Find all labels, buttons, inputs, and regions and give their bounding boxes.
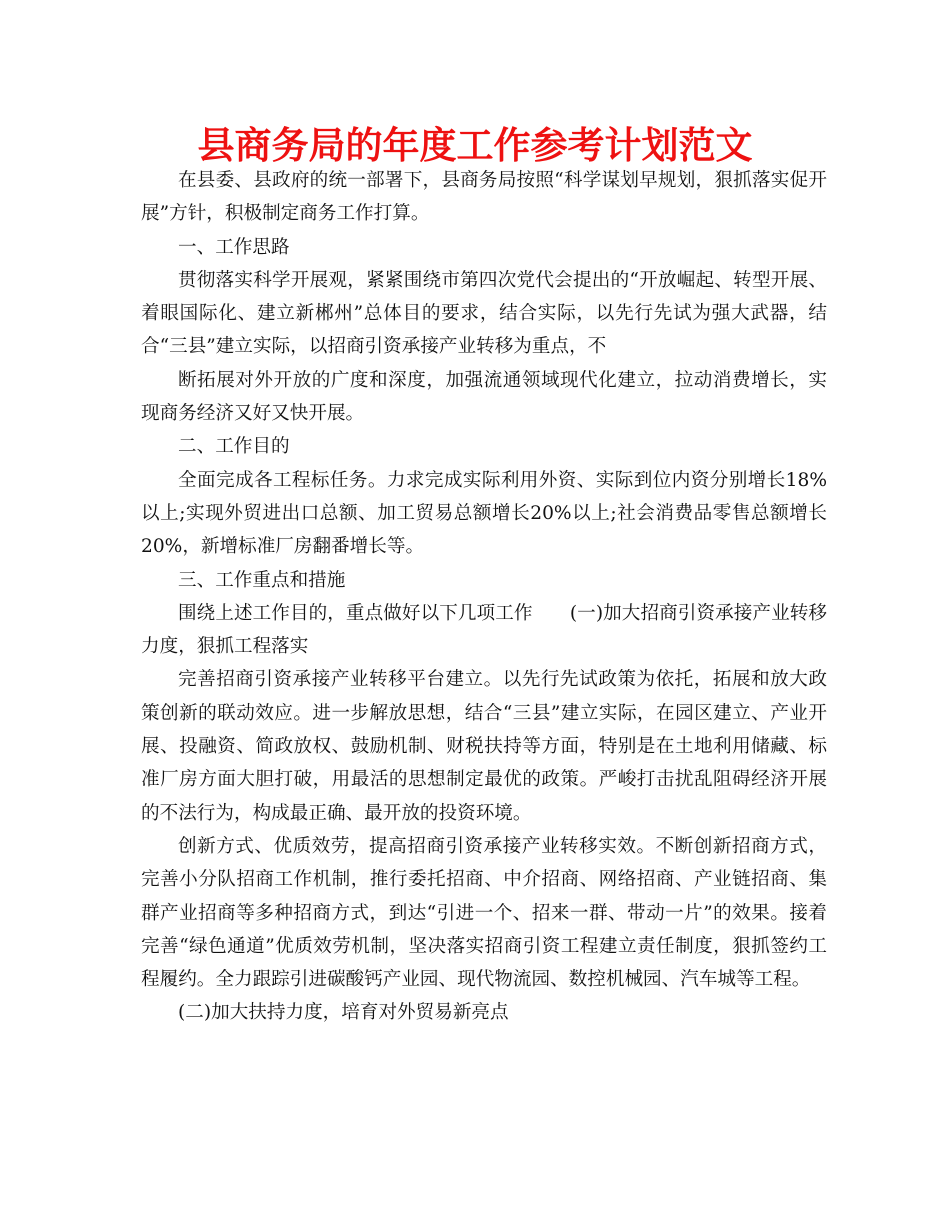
innovation-service-paragraph: 创新方式、优质效劳，提高招商引资承接产业转移实效。不断创新招商方式，完善小分队招商工作机制，推行委托招商、中介招商、网络招商、产业链招商、集群产业招商等多种招商方式，到达“引进一个、招来一群、带动一片”的效果。接着完善“绿色通道”优质效劳机制，坚决落实招商引资工程建立责任制度，狠抓签约工程履约。全力跟踪引进碳酸钙产业园、现代物流园、数控机械园、汽车城等工程。 — [141, 835, 827, 991]
work-ideas-paragraph: 贯彻落实科学开展观，紧紧围绕市第四次党代会提出的“开放崛起、转型开展、着眼国际化、建立新郴州”总体目的要求，结合实际，以先行先试为强大武器，结合“三县”建立实际，以招商引资承接产业转移为重点，不 — [141, 269, 827, 358]
work-goals-paragraph: 全面完成各工程标任务。力求完成实际利用外资、实际到位内资分别增长18%以上;实现外贸进出口总额、加工贸易总额增长20%以上;社会消费品零售总额增长20%，新增标准厂房翻番增长等。 — [141, 469, 827, 558]
work-ideas-continued-paragraph: 断拓展对外开放的广度和深度，加强流通领域现代化建立，拉动消费增长，实现商务经济又好又快开展。 — [141, 369, 827, 425]
document-body — [141, 164, 827, 1030]
key-measures-intro-paragraph: 围绕上述工作目的，重点做好以下几项工作 (一)加大招商引资承接产业转移力度，狠抓工程落实 — [141, 602, 827, 658]
section-heading-work-goals: 二、工作目的 — [178, 436, 290, 458]
section-heading-work-ideas: 一、工作思路 — [178, 236, 290, 258]
subsection-heading-foreign-trade: (二)加大扶持力度，培育对外贸易新亮点 — [178, 1002, 509, 1024]
section-heading-key-measures: 三、工作重点和措施 — [178, 569, 346, 591]
intro-paragraph: 在县委、县政府的统一部署下，县商务局按照“科学谋划早规划，狠抓落实促开展”方针，积极制定商务工作打算。 — [141, 170, 827, 225]
platform-building-paragraph: 完善招商引资承接产业转移平台建立。以先行先试政策为依托，拓展和放大政策创新的联动效应。进一步解放思想，结合“三县”建立实际，在园区建立、产业开展、投融资、简政放权、鼓励机制、财税扶持等方面，特别是在土地利用储藏、标准厂房方面大胆打破，用最活的思想制定最优的政策。严峻打击扰乱阻碍经济开展的不法行为，构成最正确、最开放的投资环境。 — [141, 669, 827, 824]
document-title: 县商务局的年度工作参考计划范文 — [197, 123, 753, 167]
